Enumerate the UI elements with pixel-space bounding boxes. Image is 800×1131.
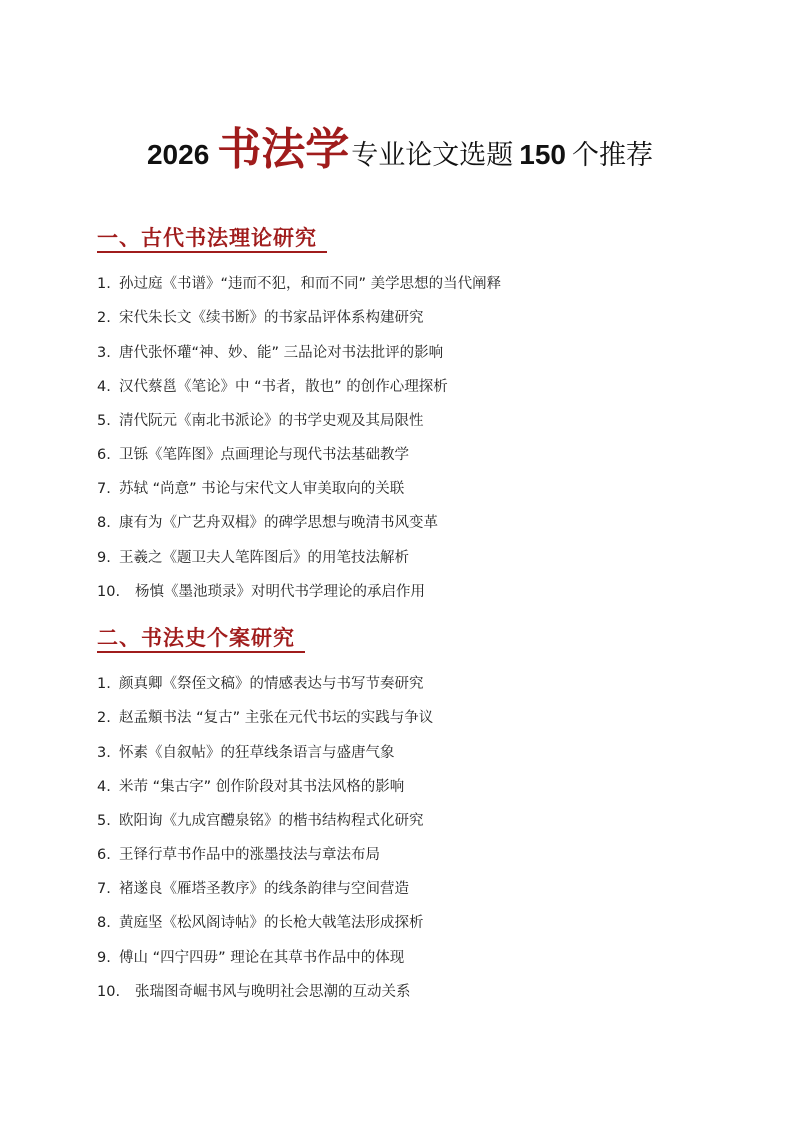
item-text: 康有为《广艺舟双楫》的碑学思想与晚清书风变革 [119, 515, 438, 532]
item-text: 黄庭坚《松风阁诗帖》的长枪大戟笔法形成探析 [119, 915, 424, 932]
item-number: 10. [97, 583, 121, 600]
list-item [97, 770, 717, 804]
item-number: 5. [97, 412, 111, 429]
item-text: 赵孟頫书法 “复古” 主张在元代书坛的实践与争议 [119, 710, 434, 727]
list-item [97, 906, 717, 940]
item-number: 1. [97, 276, 111, 293]
item-number: 2. [97, 710, 111, 727]
item-number: 6. [97, 447, 111, 464]
item-text: 傅山 “四宁四毋” 理论在其草书作品中的体现 [119, 949, 405, 966]
list-item [97, 804, 717, 838]
item-number: 7. [97, 481, 111, 498]
item-text: 米芾 “集古字” 创作阶段对其书法风格的影响 [119, 778, 405, 795]
section-history-cases [97, 626, 717, 1009]
section-heading: 一、古代书法理论研究 [97, 226, 327, 253]
list-item [97, 370, 717, 404]
item-number: 10. [97, 983, 121, 1000]
item-text: 怀素《自叙帖》的狂草线条语言与盛唐气象 [119, 744, 395, 761]
item-text: 颜真卿《祭侄文稿》的情感表达与书写节奏研究 [119, 676, 424, 693]
item-text: 褚遂良《雁塔圣教序》的线条韵律与空间营造 [119, 881, 409, 898]
item-number: 3. [97, 344, 111, 361]
page-title [0, 124, 800, 175]
list-item [97, 506, 717, 540]
item-text: 王铎行草书作品中的涨墨技法与章法布局 [119, 847, 380, 864]
list-item [97, 701, 717, 735]
item-number: 7. [97, 881, 111, 898]
title-suffix: 个推荐 [572, 140, 653, 171]
list-item [97, 941, 717, 975]
list-item [97, 336, 717, 370]
list-item [97, 301, 717, 335]
topic-list [97, 667, 717, 1009]
title-middle: 专业论文选题 [351, 140, 514, 171]
list-item [97, 541, 717, 575]
item-number: 9. [97, 549, 111, 566]
item-text: 宋代朱长文《续书断》的书家品评体系构建研究 [119, 310, 424, 327]
item-text: 苏轼 “尚意” 书论与宋代文人审美取向的关联 [119, 481, 405, 498]
list-item [97, 736, 717, 770]
topic-list [97, 267, 717, 609]
list-item [97, 267, 717, 301]
item-number: 4. [97, 378, 111, 395]
list-item [97, 438, 717, 472]
list-item [97, 872, 717, 906]
item-text: 汉代蔡邕《笔论》中 “书者，散也” 的创作心理探析 [119, 378, 448, 395]
item-text: 杨慎《墨池琐录》对明代书学理论的承启作用 [135, 583, 425, 600]
item-number: 1. [97, 676, 111, 693]
list-item [97, 575, 717, 609]
item-number: 8. [97, 915, 111, 932]
item-text: 孙过庭《书谱》“违而不犯，和而不同” 美学思想的当代阐释 [119, 276, 502, 293]
list-item [97, 404, 717, 438]
list-item [97, 667, 717, 701]
section-ancient-theory [97, 226, 717, 609]
item-text: 清代阮元《南北书派论》的书学史观及其局限性 [119, 412, 424, 429]
item-number: 8. [97, 515, 111, 532]
title-year: 2026 [146, 139, 210, 170]
item-number: 5. [97, 812, 111, 829]
list-item [97, 975, 717, 1009]
item-number: 2. [97, 310, 111, 327]
item-text: 唐代张怀瓘“神、妙、能” 三品论对书法批评的影响 [119, 344, 444, 361]
item-text: 王羲之《题卫夫人笔阵图后》的用笔技法解析 [119, 549, 409, 566]
title-highlight: 书法学 [217, 124, 350, 175]
item-number: 9. [97, 949, 111, 966]
title-count: 150 [519, 139, 566, 170]
section-heading: 二、书法史个案研究 [97, 626, 305, 653]
list-item [97, 838, 717, 872]
item-number: 3. [97, 744, 111, 761]
item-text: 欧阳询《九成宫醴泉铭》的楷书结构程式化研究 [119, 812, 424, 829]
item-number: 4. [97, 778, 111, 795]
item-text: 卫铄《笔阵图》点画理论与现代书法基础教学 [119, 447, 409, 464]
item-text: 张瑞图奇崛书风与晚明社会思潮的互动关系 [135, 983, 411, 1000]
item-number: 6. [97, 847, 111, 864]
list-item [97, 472, 717, 506]
